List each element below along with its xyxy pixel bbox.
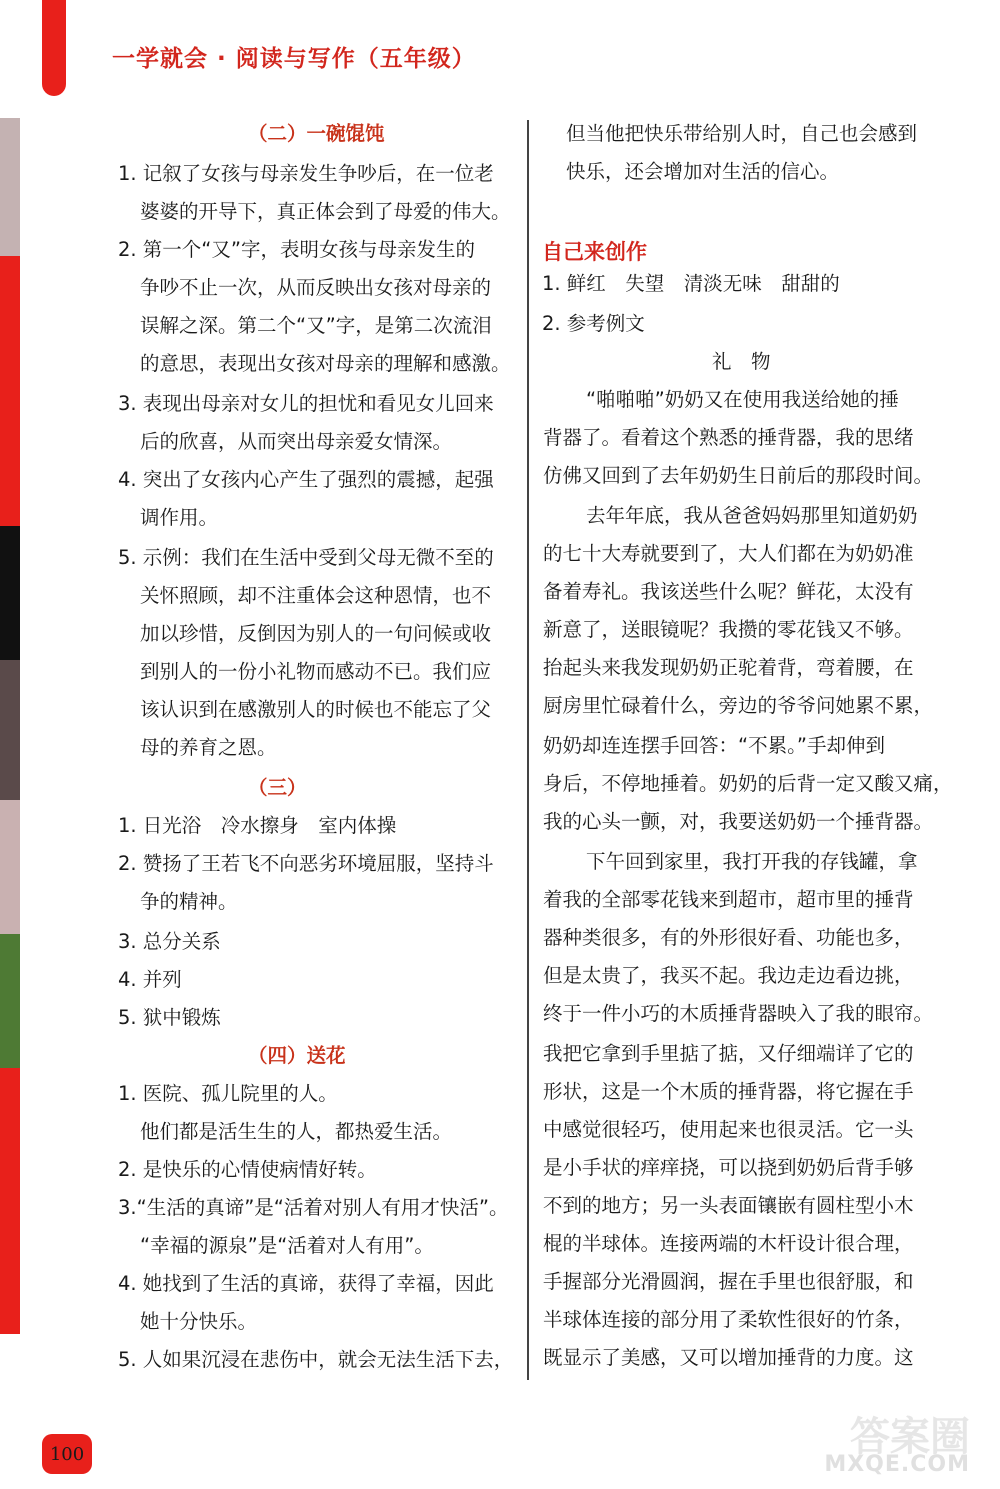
essay-line: 新意了，送眼镜呢？我攒的零花钱又不够。 [543,618,914,641]
essay-line: 但是太贵了，我买不起。我边走边看边挑， [543,964,914,987]
essay-paragraph-start: “啪啪啪”奶奶又在使用我送给她的捶 [586,388,899,411]
answer-item: 3. 总分关系 [118,930,221,953]
watermark-site: MXQE.COM [824,1452,970,1477]
column-divider [527,120,529,1380]
page-number: 100 [42,1434,92,1474]
answer-continuation: 争吵不止一次，从而反映出女孩对母亲的 [140,276,492,299]
answer-item: 4. 突出了女孩内心产生了强烈的震撼，起强 [118,468,494,491]
essay-line: 着我的全部零花钱来到超市，超市里的捶背 [543,888,914,911]
essay-line: 我的心头一颤，对，我要送奶奶一个捶背器。 [543,810,934,833]
answer-continuation: 争的精神。 [140,890,238,913]
essay-line: 器种类很多，有的外形很好看、功能也多， [543,926,914,949]
header-tab-decoration [42,0,66,96]
edge-strip-black [0,526,20,660]
answer-continuation: 母的养育之恩。 [140,736,277,759]
answer-item: 5. 示例：我们在生活中受到父母无微不至的 [118,546,494,569]
answer-continuation: 后的欣喜，从而突出母亲爱女情深。 [140,430,453,453]
answer-continuation: “幸福的源泉”是“活着对人有用”。 [140,1234,434,1257]
essay-paragraph-start: 去年年底，我从爸爸妈妈那里知道奶奶 [586,504,918,527]
answer-continuation: 加以珍惜，反倒因为别人的一句问候或收 [140,622,492,645]
answer-continuation: 她十分快乐。 [140,1310,258,1333]
essay-paragraph-start: 下午回到家里，我打开我的存钱罐，拿 [586,850,918,873]
essay-line: 抬起头来我发现奶奶正驼着背，弯着腰，在 [543,656,914,679]
answer-item: 5. 狱中锻炼 [118,1006,221,1029]
answer-item: 2. 赞扬了王若飞不向恶劣环境屈服，坚持斗 [118,852,494,875]
essay-title: 礼 物 [712,350,771,373]
answer-continuation: 调作用。 [140,506,219,529]
essay-line: 是小手状的痒痒挠，可以挠到奶奶后背手够 [543,1156,914,1179]
running-header-title: 一学就会 · 阅读与写作（五年级） [112,46,476,72]
answer-item: 1. 鲜红 失望 清淡无味 甜甜的 [542,272,840,295]
answer-item: 4. 并列 [118,968,182,991]
essay-line: 终于一件小巧的木质捶背器映入了我的眼帘。 [543,1002,934,1025]
answer-item: 3. 表现出母亲对女儿的担忧和看见女儿回来 [118,392,494,415]
essay-line: 备着寿礼。我该送些什么呢？鲜花，太没有 [543,580,914,603]
answer-item: 1. 记叙了女孩与母亲发生争吵后，在一位老 [118,162,494,185]
answer-item: 1. 日光浴 冷水擦身 室内体操 [118,814,397,837]
answer-item: 1. 医院、孤儿院里的人。 [118,1082,338,1105]
answer-continuation: 他们都是活生生的人，都热爱生活。 [140,1120,453,1143]
essay-line: 身后，不停地捶着。奶奶的后背一定又酸又痛， [543,772,953,795]
answer-item: 2. 是快乐的心情使病情好转。 [118,1158,377,1181]
essay-line: 棍的半球体。连接两端的木杆设计很合理， [543,1232,914,1255]
essay-line: 形状，这是一个木质的捶背器，将它握在手 [543,1080,914,1103]
answer-item: 2. 第一个“又”字，表明女孩与母亲发生的 [118,238,476,261]
essay-line: 既显示了美感，又可以增加捶背的力度。这 [543,1346,914,1369]
section-heading: （二）一碗馄饨 [248,122,385,145]
answer-continuation: 到别人的一份小礼物而感动不已。我们应 [140,660,492,683]
answer-continuation: 该认识到在感激别人的时候也不能忘了父 [140,698,492,721]
edge-strip-pink [0,800,20,934]
essay-line: 不到的地方；另一头表面镶嵌有圆柱型小木 [543,1194,914,1217]
answer-item: 3.“生活的真谛”是“活着对别人有用才快活”。 [118,1196,509,1219]
answer-item: 2. 参考例文 [542,312,645,335]
essay-line: 奶奶却连连摆手回答：“不累。”手却伸到 [543,734,885,757]
essay-line: 中感觉很轻巧，使用起来也很灵活。它一头 [543,1118,914,1141]
edge-strip-darkgrey [0,660,20,800]
essay-line: 我把它拿到手里掂了掂，又仔细端详了它的 [543,1042,914,1065]
answer-continuation: 快乐，还会增加对生活的信心。 [566,160,840,183]
essay-line: 厨房里忙碌着什么，旁边的爷爷问她累不累， [543,694,934,717]
answer-continuation: 但当他把快乐带给别人时，自己也会感到 [566,122,918,145]
section-heading: （四）送花 [248,1044,346,1067]
watermark-logo: 答案圈 [850,1414,970,1460]
edge-strip-red-lower [0,1068,20,1334]
answer-continuation: 的意思，表现出女孩对母亲的理解和感激。 [140,352,511,375]
edge-strip-red [0,256,20,526]
edge-strip-green [0,934,20,1068]
answer-continuation: 误解之深。第二个“又”字，是第二次流泪 [140,314,492,337]
creative-heading: 自己来创作 [542,240,647,264]
essay-line: 仿佛又回到了去年奶奶生日前后的那段时间。 [543,464,934,487]
answer-continuation: 婆婆的开导下，真正体会到了母爱的伟大。 [140,200,511,223]
section-heading: （三） [248,776,307,799]
essay-line: 半球体连接的部分用了柔软性很好的竹条， [543,1308,914,1331]
answer-item: 4. 她找到了生活的真谛，获得了幸福，因此 [118,1272,494,1295]
answer-item: 5. 人如果沉浸在悲伤中，就会无法生活下去， [118,1348,514,1371]
essay-line: 的七十大寿就要到了，大人们都在为奶奶准 [543,542,914,565]
essay-line: 背器了。看着这个熟悉的捶背器，我的思绪 [543,426,914,449]
edge-strip-grey [0,118,20,256]
answer-continuation: 关怀照顾，却不注重体会这种恩情，也不 [140,584,492,607]
essay-line: 手握部分光滑圆润，握在手里也很舒服，和 [543,1270,914,1293]
